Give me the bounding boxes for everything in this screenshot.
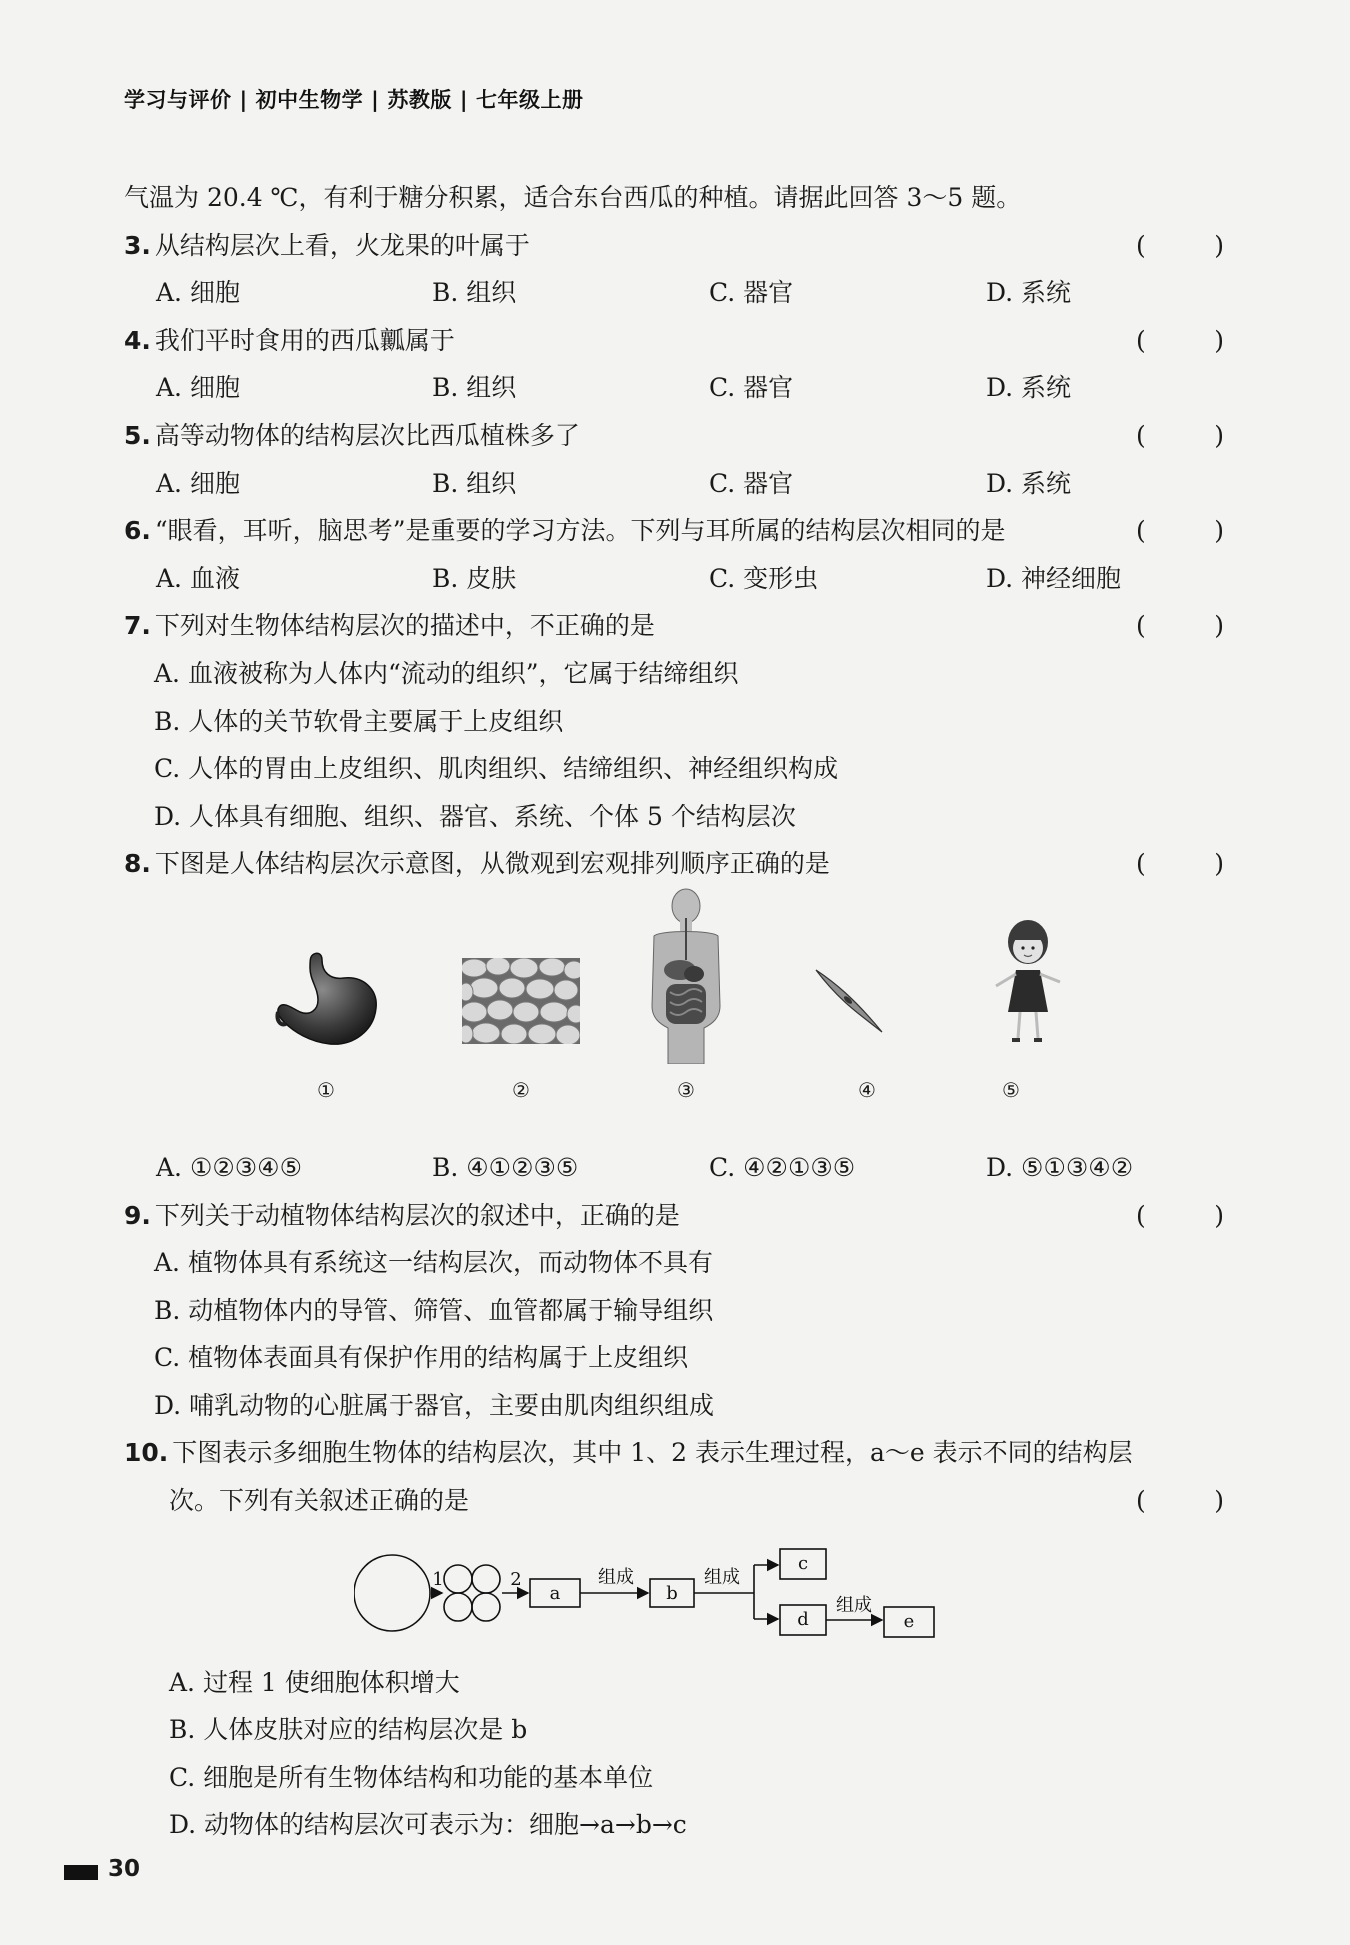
option-c: C. 器官 [709, 468, 794, 498]
option-b: B. 组织 [432, 278, 517, 308]
answer-blank: ( ) [1136, 516, 1224, 546]
question-6 [124, 507, 1224, 555]
option-d: D. 神经细胞 [986, 563, 1122, 593]
structure-level-diagram [124, 1525, 1224, 1659]
figure-label-4: ④ [858, 1077, 876, 1102]
header-separator: | [371, 88, 380, 112]
question-text: 次。下列有关叙述正确的是 [169, 1486, 470, 1516]
option-c: C. 器官 [709, 373, 794, 403]
page-number: 30 [108, 1856, 141, 1882]
tissue-illustration [462, 958, 580, 1044]
option-c: C. 变形虫 [709, 563, 819, 593]
option-d: D. ⑤①③④② [986, 1152, 1134, 1182]
option-a: A. 细胞 [156, 468, 240, 498]
option-b: B. 人体皮肤对应的结构层次是 b [169, 1715, 528, 1745]
label-d: d [797, 1608, 809, 1630]
question-number: 8. [124, 849, 151, 879]
header-grade: 七年级上册 [476, 88, 584, 112]
option-b: B. 人体的关节软骨主要属于上皮组织 [154, 706, 564, 736]
header-subject: 初中生物学 [255, 88, 364, 112]
question-4-options [124, 364, 1224, 412]
question-text: 下图表示多细胞生物体的结构层次，其中 1、2 表示生理过程，a～e 表示不同的结构层 [172, 1438, 1133, 1468]
question-text: 下图是人体结构层次示意图，从微观到宏观排列顺序正确的是 [154, 849, 830, 879]
question-text: 下列对生物体结构层次的描述中，不正确的是 [154, 611, 655, 641]
option-c: C. ④②①③⑤ [709, 1152, 856, 1182]
body-structure-figure [124, 888, 1224, 1144]
question-10 [124, 1429, 1224, 1477]
header-separator: | [459, 88, 469, 112]
question-text: 从结构层次上看，火龙果的叶属于 [154, 230, 530, 260]
option-a: A. 过程 1 使细胞体积增大 [169, 1667, 460, 1697]
option-d: D. 系统 [986, 373, 1072, 403]
question-number: 5. [124, 420, 151, 450]
digestive-system-illustration [646, 888, 726, 1064]
figure-label-5: ⑤ [1002, 1077, 1020, 1102]
option-d: D. 人体具有细胞、组织、器官、系统、个体 5 个结构层次 [154, 801, 796, 831]
dividing-cell-3 [444, 1593, 472, 1621]
option-a: A. 细胞 [156, 278, 240, 308]
label-compose-3: 组成 [836, 1594, 872, 1616]
label-process-1: 1 [432, 1568, 444, 1590]
dividing-cell-2 [472, 1565, 500, 1593]
question-3 [124, 222, 1224, 270]
answer-blank: ( ) [1136, 611, 1224, 641]
option-c: C. 植物体表面具有保护作用的结构属于上皮组织 [154, 1343, 689, 1373]
question-3-options [124, 269, 1224, 317]
option-a: A. ①②③④⑤ [156, 1152, 303, 1182]
muscle-cell-illustration [814, 968, 884, 1034]
question-text: 下列关于动植物体结构层次的叙述中，正确的是 [154, 1200, 680, 1230]
answer-blank: ( ) [1136, 1200, 1224, 1230]
question-4 [124, 317, 1224, 365]
answer-blank: ( ) [1136, 420, 1224, 450]
question-8-options [124, 1144, 1224, 1192]
option-d: D. 动物体的结构层次可表示为：细胞→a→b→c [169, 1810, 687, 1840]
option-b: B. 组织 [432, 373, 517, 403]
intro-text: 气温为 20.4 ℃，有利于糖分积累，适合东台西瓜的种植。请据此回答 3～5 题。 [124, 183, 1022, 212]
single-cell-circle [354, 1555, 430, 1631]
question-6-options [124, 555, 1224, 603]
question-8 [124, 840, 1224, 888]
option-c: C. 细胞是所有生物体结构和功能的基本单位 [169, 1762, 654, 1792]
question-number: 6. [124, 516, 151, 546]
answer-blank: ( ) [1136, 1486, 1224, 1516]
label-b: b [666, 1582, 678, 1604]
question-text: 高等动物体的结构层次比西瓜植株多了 [154, 420, 580, 450]
option-a: A. 血液 [156, 563, 240, 593]
label-a: a [549, 1582, 561, 1604]
option-d: D. 哺乳动物的心脏属于器官，主要由肌肉组织组成 [154, 1390, 715, 1420]
label-process-2: 2 [510, 1568, 522, 1590]
question-5-options [124, 460, 1224, 508]
page-header [124, 84, 584, 114]
option-b: B. ④①②③⑤ [432, 1152, 579, 1182]
question-number: 7. [124, 611, 151, 641]
answer-blank: ( ) [1136, 230, 1224, 260]
option-c: C. 人体的胃由上皮组织、肌肉组织、结缔组织、神经组织构成 [154, 754, 839, 784]
dividing-cell-4 [472, 1593, 500, 1621]
question-number: 9. [124, 1200, 151, 1230]
answer-blank: ( ) [1136, 849, 1224, 879]
question-10-continued [124, 1477, 1224, 1525]
question-9 [124, 1192, 1224, 1240]
header-edition: 苏教版 [387, 88, 452, 112]
page-number-bar [64, 1865, 98, 1880]
option-b: B. 组织 [432, 468, 517, 498]
option-a: A. 细胞 [156, 373, 240, 403]
question-number: 10. [124, 1438, 169, 1468]
label-e: e [903, 1610, 915, 1632]
question-7 [124, 602, 1224, 650]
question-number: 4. [124, 325, 151, 355]
option-b: B. 皮肤 [432, 563, 517, 593]
question-text: “眼看，耳听，脑思考”是重要的学习方法。下列与耳所属的结构层次相同的是 [154, 516, 1006, 546]
option-d: D. 系统 [986, 468, 1072, 498]
question-text: 我们平时食用的西瓜瓤属于 [154, 325, 455, 355]
figure-label-1: ① [317, 1077, 335, 1102]
child-illustration [990, 916, 1066, 1050]
answer-blank: ( ) [1136, 325, 1224, 355]
label-compose-2: 组成 [704, 1566, 740, 1588]
figure-label-3: ③ [677, 1077, 695, 1102]
figure-label-2: ② [512, 1077, 530, 1102]
option-c: C. 器官 [709, 278, 794, 308]
header-series: 学习与评价 [124, 88, 232, 112]
flow-diagram [354, 1543, 974, 1643]
stomach-illustration [274, 950, 382, 1050]
label-compose-1: 组成 [598, 1566, 634, 1588]
option-d: D. 系统 [986, 278, 1072, 308]
option-b: B. 动植物体内的导管、筛管、血管都属于输导组织 [154, 1295, 714, 1325]
question-number: 3. [124, 230, 151, 260]
label-c: c [797, 1552, 809, 1574]
question-list [124, 174, 1224, 1849]
option-a: A. 血液被称为人体内“流动的组织”，它属于结缔组织 [154, 658, 739, 688]
header-separator: | [239, 88, 248, 112]
dividing-cell-1 [444, 1565, 472, 1593]
option-a: A. 植物体具有系统这一结构层次，而动物体不具有 [154, 1248, 713, 1278]
question-5 [124, 412, 1224, 460]
